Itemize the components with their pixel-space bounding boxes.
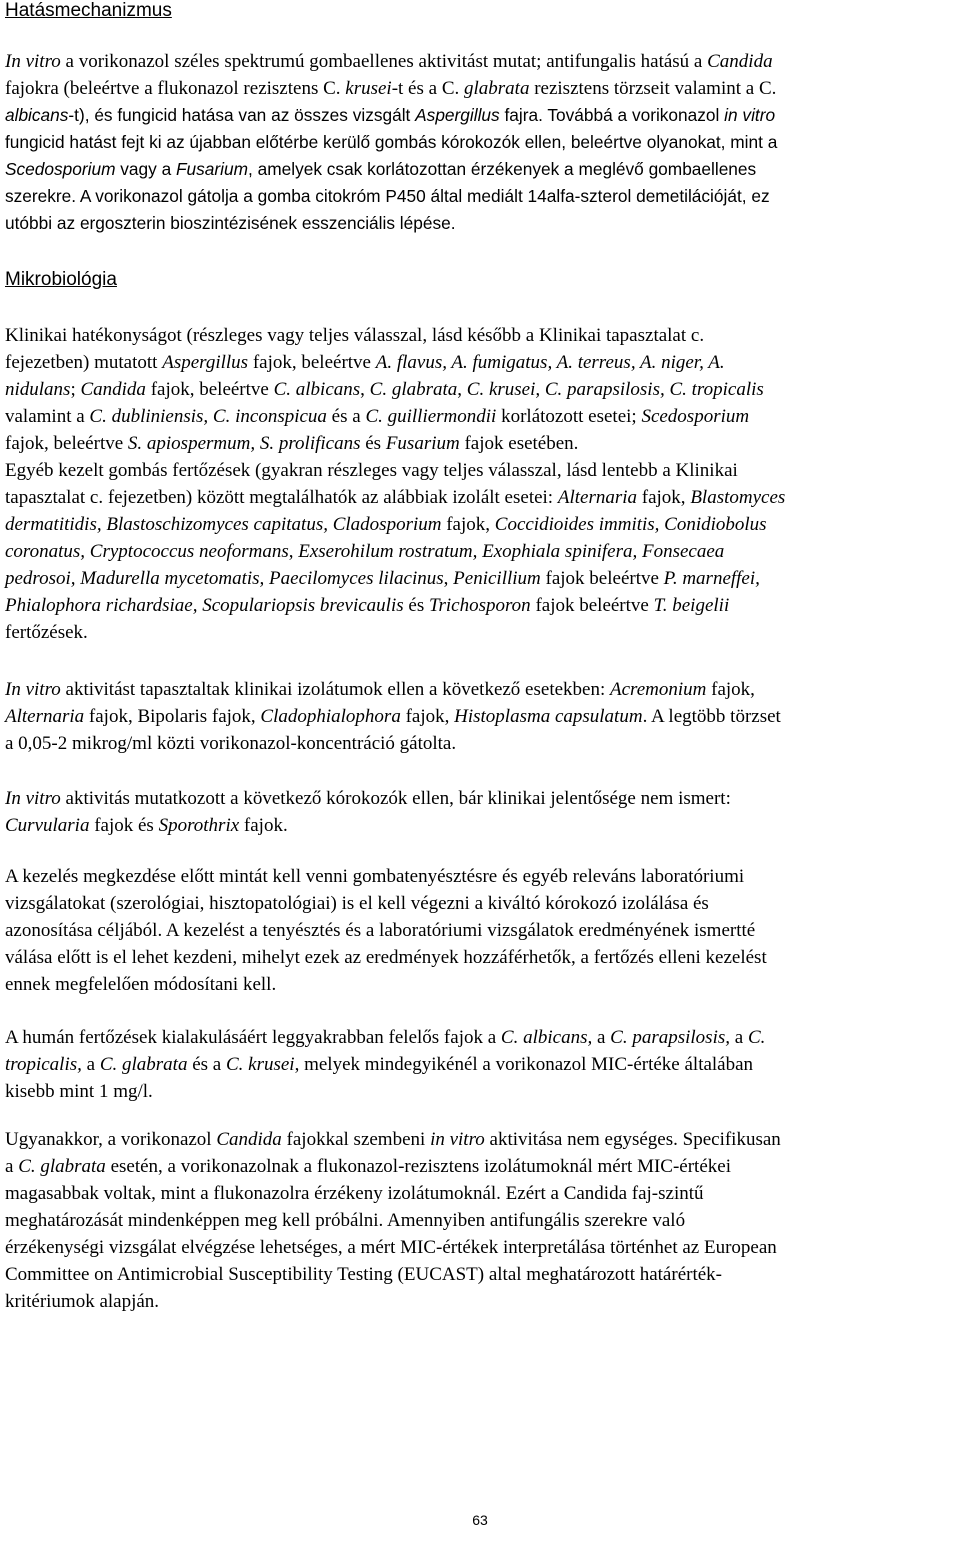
text-line: fertőzések. xyxy=(5,622,88,643)
mechanism-paragraph xyxy=(5,48,953,237)
text-line: Curvularia fajok és Sporothrix fajok. xyxy=(5,815,288,836)
text-line: Scedosporium vagy a Fusarium, amelyek csak korlátozottan érzékenyek a meglévő gombaellenes xyxy=(5,159,757,179)
text-line: dermatitidis, Blastoschizomyces capitatus, Cladosporium fajok, Coccidioides immitis, Conidiobolus xyxy=(5,514,767,535)
text-line: A humán fertőzések kialakulásáért leggyakrabban felelős fajok a C. albicans, a C. parapsilosis, a C. xyxy=(5,1027,766,1048)
section-heading-mechanism: Hatásmechanizmus xyxy=(5,0,172,21)
text-line: Committee on Antimicrobial Susceptibility Testing (EUCAST) altal meghatározott határérték- xyxy=(5,1264,722,1285)
text-line: albicans-t), és fungicid hatása van az összes vizsgált Aspergillus fajra. Továbbá a vorikonazol in vitro xyxy=(5,105,776,125)
text-line: pedrosoi, Madurella mycetomatis, Paecilomyces lilacinus, Penicillium fajok beleértve P. marneffei, xyxy=(5,568,760,589)
text-line: meghatározását mindenképpen meg kell próbálni. Amennyiben antifungális szerekre való xyxy=(5,1210,686,1231)
text-line: a C. glabrata esetén, a vorikonazolnak a flukonazol-rezisztens izolátumoknál mért MIC-értékei xyxy=(5,1156,731,1177)
text-line: a 0,05-2 mikrog/ml közti vorikonazol-koncentráció gátolta. xyxy=(5,733,457,754)
text-line: In vitro aktivitást tapasztaltak klinikai izolátumok ellen a következő esetekben: Acremonium fajok, xyxy=(5,679,755,700)
text-line: fungicid hatást fejt ki az újabban előtérbe kerülő gombás kórokozók ellen, beleértve olyanokat, mint a xyxy=(5,132,778,152)
text-line: vizsgálatokat (szerológiai, hisztopatológiai) is el kell végezni a kiváltó kórokozó izolálása és xyxy=(5,893,709,914)
text-line: azonosítása céljából. A kezelést a tenyésztés és a laboratóriumi vizsgálatok eredményének ismertté xyxy=(5,920,756,941)
text-line: coronatus, Cryptococcus neoformans, Exserohilum rostratum, Exophiala spinifera, Fonsecaea xyxy=(5,541,725,562)
text-line: kritériumok alapján. xyxy=(5,1291,160,1312)
text-line: valamint a C. dubliniensis, C. inconspicua és a C. guilliermondii korlátozott esetei; Scedosporium xyxy=(5,406,750,427)
text-line: fajokra (beleértve a flukonazol rezisztens C. krusei-t és a C. glabrata rezisztens törzseit valamint a C. xyxy=(5,78,777,99)
text-line: Klinikai hatékonyságot (részleges vagy teljes válasszal, lásd később a Klinikai tapasztalat c. xyxy=(5,325,705,346)
candida-paragraph xyxy=(5,1126,953,1315)
text-line: válása előtt is el lehet kezdeni, mihelyt ezek az eredmények hozzáférhetők, a fertőzés elleni kezelést xyxy=(5,947,767,968)
text-line: nidulans; Candida fajok, beleértve C. albicans, C. glabrata, C. krusei, C. parapsilosis, C. tropicalis xyxy=(5,379,764,400)
text-line: A kezelés megkezdése előtt mintát kell venni gombatenyésztésre és egyéb releváns laboratóriumi xyxy=(5,866,745,887)
text-line: szerekre. A vorikonazol gátolja a gomba citokróm P450 által mediált 14alfa-szterol demetilációját, ez xyxy=(5,186,770,206)
text-line: utóbbi az ergoszterin bioszintézisének esszenciális lépése. xyxy=(5,213,456,233)
text-line: fejezetben) mutatott Aspergillus fajok, beleértve A. flavus, A. fumigatus, A. terreus, A. niger, A. xyxy=(5,352,725,373)
text-line: tropicalis, a C. glabrata és a C. krusei, melyek mindegyikénél a vorikonazol MIC-értéke általában xyxy=(5,1054,754,1075)
text-line: tapasztalat c. fejezetben) között megtalálhatók az alábbiak izolált esetei: Alternaria fajok, Blastomyces xyxy=(5,487,786,508)
sampling-paragraph xyxy=(5,863,953,998)
in-vitro-unknown-paragraph xyxy=(5,785,953,839)
text-line: magasabbak voltak, mint a flukonazolra érzékeny izolátumoknál. Ezért a Candida faj-szintű xyxy=(5,1183,704,1204)
text-line: Alternaria fajok, Bipolaris fajok, Cladophialophora fajok, Histoplasma capsulatum. A legtöbb törzset xyxy=(5,706,781,727)
page-number: 63 xyxy=(472,1512,488,1528)
text-line: Phialophora richardsiae, Scopulariopsis brevicaulis és Trichosporon fajok beleértve T. beigelii xyxy=(5,595,730,616)
text-line: In vitro a vorikonazol széles spektrumú gombaellenes aktivitást mutat; antifungalis hatású a Candida xyxy=(5,51,773,72)
text-line: Egyéb kezelt gombás fertőzések (gyakran részleges vagy teljes válasszal, lásd lentebb a Klinikai xyxy=(5,460,738,481)
text-line: In vitro aktivitás mutatkozott a következő kórokozók ellen, bár klinikai jelentősége nem ismert: xyxy=(5,788,731,809)
text-line: érzékenységi vizsgálat elvégzése lehetséges, a mért MIC-értékek interpretálása történhet az European xyxy=(5,1237,777,1258)
text-line: kisebb mint 1 mg/l. xyxy=(5,1081,153,1102)
text-line: Ugyanakkor, a vorikonazol Candida fajokkal szembeni in vitro aktivitása nem egységes. Specifikusan xyxy=(5,1129,781,1150)
microbiology-paragraph xyxy=(5,322,953,646)
section-heading-microbiology: Mikrobiológia xyxy=(5,269,117,290)
species-paragraph xyxy=(5,1024,953,1105)
in-vitro-activity-paragraph xyxy=(5,676,953,757)
text-line: ennek megfelelően módosítani kell. xyxy=(5,974,277,995)
text-line: fajok, beleértve S. apiospermum, S. prolificans és Fusarium fajok esetében. xyxy=(5,433,579,454)
